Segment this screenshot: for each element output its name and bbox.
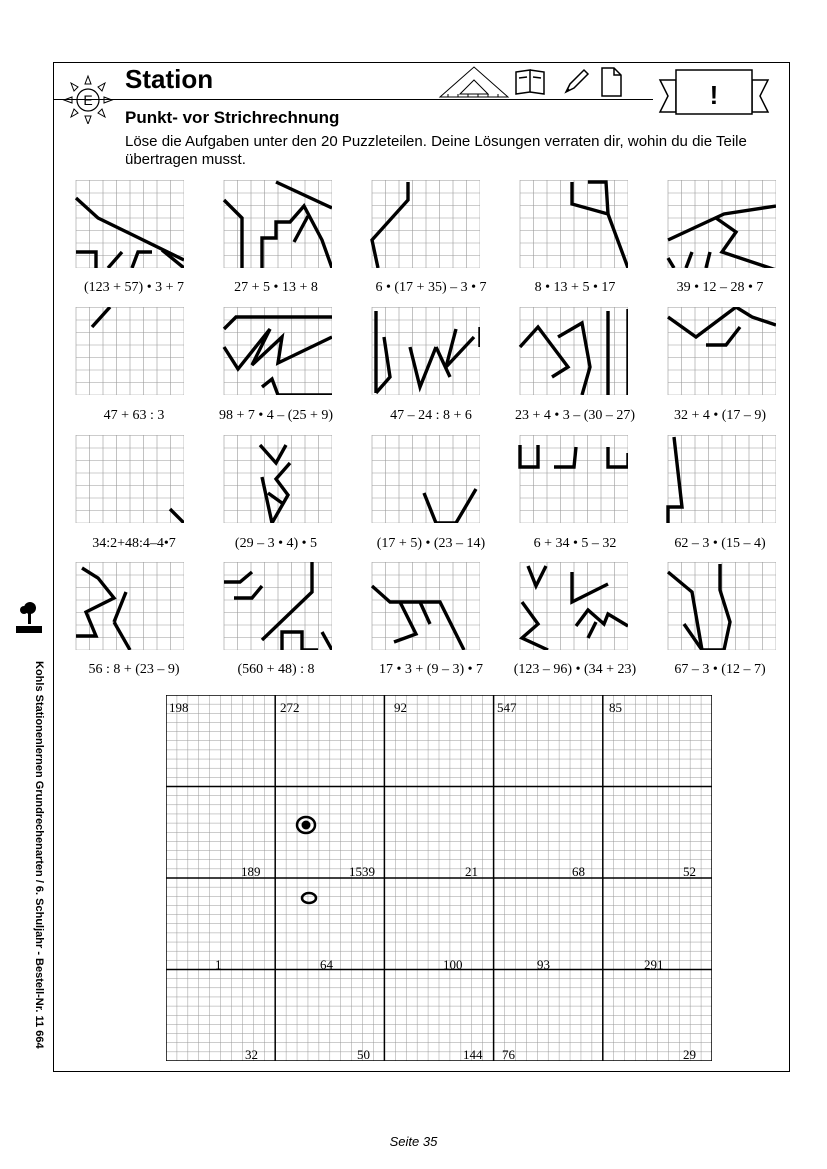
answer-label: 52 [683, 864, 696, 879]
puzzle-piece [222, 562, 332, 650]
puzzle-piece [370, 180, 480, 268]
puzzle-piece [74, 562, 184, 650]
subtitle: Punkt- vor Strichrechnung [125, 108, 340, 127]
piece-stroke [572, 182, 628, 268]
eye-pupil [302, 821, 311, 830]
task-expression: 32 + 4 • (17 – 9) [673, 408, 767, 423]
piece-stroke [224, 572, 252, 582]
answer-label: 21 [465, 864, 478, 879]
task-expression: 56 : 8 + (23 – 9) [88, 662, 180, 677]
answer-label: 272 [280, 700, 300, 715]
puzzle-piece [666, 307, 776, 395]
answer-label: 32 [245, 1047, 258, 1062]
task-expression: (123 – 96) • (34 + 23) [513, 662, 637, 677]
publisher-sidebar [14, 600, 64, 1080]
answer-label: 92 [394, 700, 407, 715]
badge-letter: E [83, 92, 93, 108]
eye-mark [302, 893, 316, 903]
puzzle-piece [222, 435, 332, 523]
answer-label: 100 [443, 957, 463, 972]
task-expression: (29 – 3 • 4) • 5 [234, 536, 318, 551]
task-expression: 17 • 3 + (9 – 3) • 7 [378, 662, 484, 677]
answer-label: 189 [241, 864, 261, 879]
task-expression: (17 + 5) • (23 – 14) [376, 536, 486, 551]
piece-stroke [668, 258, 674, 268]
piece-stroke [76, 252, 96, 268]
puzzle-piece [666, 180, 776, 268]
instruction-text: Löse die Aufgaben unter den 20 Puzzleteilen. Deine Lösungen verraten dir, wohin du die Teile übertragen musst. [125, 133, 747, 168]
piece-stroke [706, 327, 740, 345]
puzzle-piece [74, 307, 184, 395]
piece-stroke [686, 252, 692, 268]
piece-stroke [372, 182, 408, 268]
answer-label: 68 [572, 864, 585, 879]
piece-stroke [554, 447, 576, 467]
task-expression: 62 – 3 • (15 – 4) [674, 536, 766, 551]
answer-label: 85 [609, 700, 622, 715]
sidebar-text: Kohls Stationenlernen Grundrechenarten / 6. Schuljahr - Bestell-Nr. 11 664 [33, 661, 45, 1049]
answer-label: 291 [644, 957, 664, 972]
piece-stroke [262, 379, 332, 395]
piece-stroke [668, 437, 682, 523]
piece-stroke [282, 632, 318, 650]
piece-stroke [410, 347, 436, 387]
puzzle-piece [518, 435, 628, 523]
answer-label: 198 [169, 700, 189, 715]
sheet-icon [602, 68, 621, 96]
piece-stroke [262, 463, 290, 523]
open-book-icon [516, 70, 544, 94]
piece-stroke [376, 337, 390, 393]
pencil-icon [566, 70, 588, 92]
task-expression: 6 • (17 + 35) – 3 • 7 [375, 280, 487, 295]
piece-stroke [608, 447, 628, 467]
answer-label: 64 [320, 957, 333, 972]
tool-icons [438, 64, 628, 100]
puzzle-piece [666, 435, 776, 523]
puzzle-piece [666, 562, 776, 650]
piece-stroke [522, 602, 548, 650]
sun-badge-icon [62, 72, 114, 124]
answer-label: 144 [463, 1047, 483, 1062]
piece-stroke [224, 200, 242, 268]
piece-stroke [572, 572, 608, 602]
puzzle-piece [518, 562, 628, 650]
puzzle-piece [518, 180, 628, 268]
piece-stroke [446, 329, 474, 367]
piece-stroke [114, 592, 126, 622]
piece-stroke [702, 564, 730, 650]
piece-stroke [132, 252, 152, 268]
puzzle-piece [222, 307, 332, 395]
banner-mark: ! [709, 80, 719, 110]
set-square-icon [440, 67, 508, 97]
puzzle-piece [370, 435, 480, 523]
task-expression: 27 + 5 • 13 + 8 [234, 280, 318, 295]
piece-stroke [588, 622, 596, 638]
task-expression: 34:2+48:4–4•7 [92, 536, 176, 551]
piece-stroke [76, 568, 114, 636]
piece-stroke [262, 562, 312, 640]
task-expression: (560 + 48) : 8 [237, 662, 315, 677]
task-expression: 47 + 63 : 3 [103, 408, 165, 423]
puzzle-piece [222, 180, 332, 268]
answer-label: 29 [683, 1047, 696, 1062]
task-expression: 8 • 13 + 5 • 17 [534, 280, 616, 295]
piece-stroke [294, 216, 308, 242]
task-expression: 47 – 24 : 8 + 6 [390, 408, 472, 423]
puzzle-piece [518, 307, 628, 395]
task-expression: 39 • 12 – 28 • 7 [676, 280, 764, 295]
puzzle-piece [370, 562, 480, 650]
task-expression: 67 – 3 • (12 – 7) [674, 662, 766, 677]
page-number: Seite 35 [389, 1134, 438, 1149]
answer-label: 1 [215, 957, 222, 972]
task-expression: 6 + 34 • 5 – 32 [533, 536, 617, 551]
page-title: Station [125, 64, 214, 94]
puzzle-piece [370, 307, 480, 395]
piece-stroke [706, 252, 710, 268]
piece-stroke [420, 602, 430, 624]
piece-stroke [668, 572, 702, 650]
tree-logo-icon [14, 600, 44, 640]
answer-label: 93 [537, 957, 550, 972]
banner-icon [658, 66, 770, 124]
task-expression: 23 + 4 • 3 – (30 – 27) [514, 408, 636, 423]
piece-stroke [92, 307, 110, 327]
answer-label: 1539 [349, 864, 375, 879]
piece-stroke [108, 252, 122, 268]
piece-stroke [528, 566, 546, 586]
piece-stroke [322, 632, 332, 650]
answer-label: 50 [357, 1047, 370, 1062]
task-expression: (123 + 57) • 3 + 7 [83, 280, 185, 295]
piece-stroke [170, 509, 184, 523]
puzzle-piece [74, 435, 184, 523]
answer-label: 76 [502, 1047, 515, 1062]
piece-stroke [424, 489, 476, 523]
task-expression: 98 + 7 • 4 – (25 + 9) [218, 408, 334, 423]
puzzle-piece [74, 180, 184, 268]
answer-label: 547 [497, 700, 517, 715]
